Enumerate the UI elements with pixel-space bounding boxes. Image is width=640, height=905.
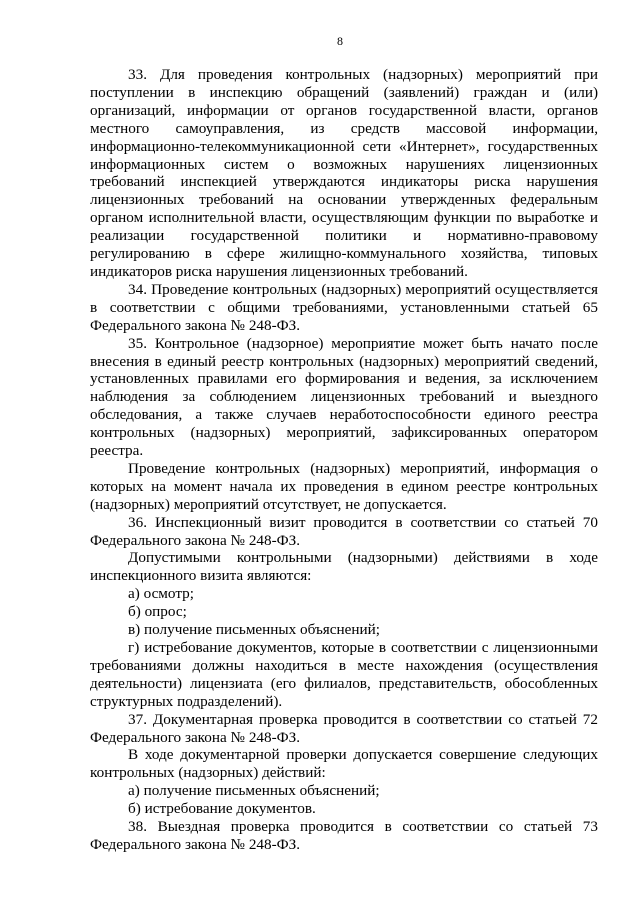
paragraph-37-actions-intro: В ходе документарной проверки допускается совершение следующих контрольных (надзорных) действий: bbox=[90, 746, 598, 782]
list-item-a-2: а) получение письменных объяснений; bbox=[128, 782, 380, 800]
paragraph-36-actions-intro: Допустимыми контрольными (надзорными) действиями в ходе инспекционного визита являются: bbox=[90, 549, 598, 585]
list-item-b: б) опрос; bbox=[128, 603, 187, 621]
page-number: 8 bbox=[337, 34, 343, 48]
paragraph-33: 33. Для проведения контрольных (надзорных) мероприятий при поступлении в инспекцию обращений (заявлений) граждан и (или) организаций, информации от органов государственной власти, органов местного самоуправления, из средств массовой информации, информационно-телекоммуникационной сети «Интернет», государственных информационных систем о возможных нарушениях лицензионных требований инспекцией утверждаются индикаторы риска нарушения лицензионных требований на основании утвержденных федеральным органом исполнительной власти, осуществляющим функции по выработке и реализации государственной политики и нормативно-правовому регулированию в сфере жилищно-коммунального хозяйства, типовых индикаторов риска нарушения лицензионных требований. bbox=[90, 66, 598, 280]
list-item-v: в) получение письменных объяснений; bbox=[128, 621, 381, 639]
paragraph-36: 36. Инспекционный визит проводится в соответствии со статьей 70 Федерального закона № 248-ФЗ. bbox=[90, 513, 598, 549]
list-item-b-2: б) истребование документов. bbox=[128, 800, 316, 818]
list-item-g: г) истребование документов, которые в соответствии с лицензионными требованиями должны находиться в месте нахождения (осуществления деятельности) лицензиата (его филиалов, представительств, обособленных структурных подразделений). bbox=[90, 639, 598, 710]
paragraph-38: 38. Выездная проверка проводится в соответствии со статьей 73 Федерального закона № 248-ФЗ. bbox=[90, 818, 598, 853]
paragraph-35-continued: Проведение контрольных (надзорных) мероприятий, информация о которых на момент начала их проведения в едином реестре контрольных (надзорных) мероприятий отсутствует, не допускается. bbox=[90, 459, 598, 513]
list-item-a: а) осмотр; bbox=[128, 585, 194, 603]
paragraph-34: 34. Проведение контрольных (надзорных) мероприятий осуществляется в соответствии с общими требованиями, установленными статьей 65 Федерального закона № 248-ФЗ. bbox=[90, 280, 598, 334]
paragraph-35: 35. Контрольное (надзорное) мероприятие может быть начато после внесения в единый реестр контрольных (надзорных) мероприятий сведений, установленных правилами его формирования и ведения, за исключением наблюдения за соблюдением лицензионных требований и выездного обследования, а также случаев неработоспособности единого реестра контрольных (надзорных) мероприятий, зафиксированных оператором реестра. bbox=[90, 334, 598, 460]
paragraph-37: 37. Документарная проверка проводится в соответствии со статьей 72 Федерального закона № 248-ФЗ. bbox=[90, 710, 598, 746]
